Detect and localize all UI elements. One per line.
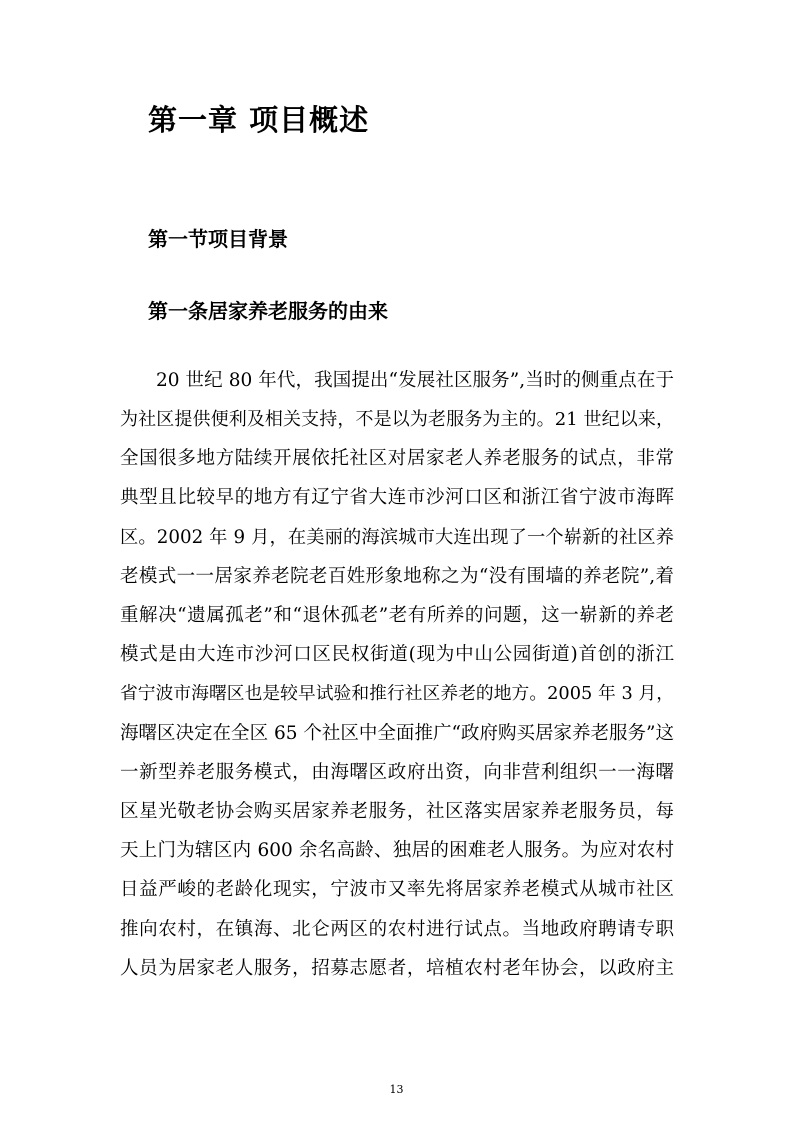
body-line: 全国很多地方陆续开展依托社区对居家老人养老服务的试点，非常 (120, 448, 674, 469)
body-line: 日益严峻的老龄化现实，宁波市又率先将居家养老模式从城市社区 (120, 879, 674, 900)
chapter-title: 第一章 项目概述 (148, 103, 370, 137)
body-line: 重解决“遗属孤老”和“退休孤老”老有所养的问题，这一崭新的养老 (120, 605, 674, 626)
body-line: 老模式一一居家养老院老百姓形象地称之为“没有围墙的养老院”,着 (120, 566, 674, 587)
section-title: 第一节项目背景 (148, 227, 288, 251)
body-line: 海曙区决定在全区 65 个社区中全面推广“政府购买居家养老服务”这 (120, 723, 674, 744)
body-line: 20 世纪 80 年代，我国提出“发展社区服务”,当时的侧重点在于 (156, 370, 674, 391)
article-title: 第一条居家养老服务的由来 (148, 299, 388, 323)
body-line: 天上门为辖区内 600 余名高龄、独居的困难老人服务。为应对农村 (120, 840, 674, 861)
body-line: 推向农村，在镇海、北仑两区的农村进行试点。当地政府聘请专职 (120, 919, 674, 940)
body-line: 为社区提供便利及相关支持，不是以为老服务为主的。21 世纪以来， (120, 409, 674, 430)
body-line: 省宁波市海曙区也是较早试验和推行社区养老的地方。2005 年 3 月， (120, 684, 674, 704)
body-line: 典型且比较早的地方有辽宁省大连市沙河口区和浙江省宁波市海晖 (120, 487, 674, 508)
body-line: 区。2002 年 9 月，在美丽的海滨城市大连出现了一个崭新的社区养 (120, 527, 674, 548)
body-line: 区星光敬老协会购买居家养老服务，社区落实居家养老服务员，每 (120, 801, 674, 822)
page-number: 13 (389, 1083, 404, 1096)
body-line: 一新型养老服务模式，由海曙区政府出资，向非营利组织一一海曙 (120, 762, 674, 783)
body-line: 人员为居家老人服务，招募志愿者，培植农村老年协会，以政府主 (120, 958, 674, 979)
body-line: 模式是由大连市沙河口区民权街道(现为中山公园街道)首创的浙江 (120, 644, 674, 665)
